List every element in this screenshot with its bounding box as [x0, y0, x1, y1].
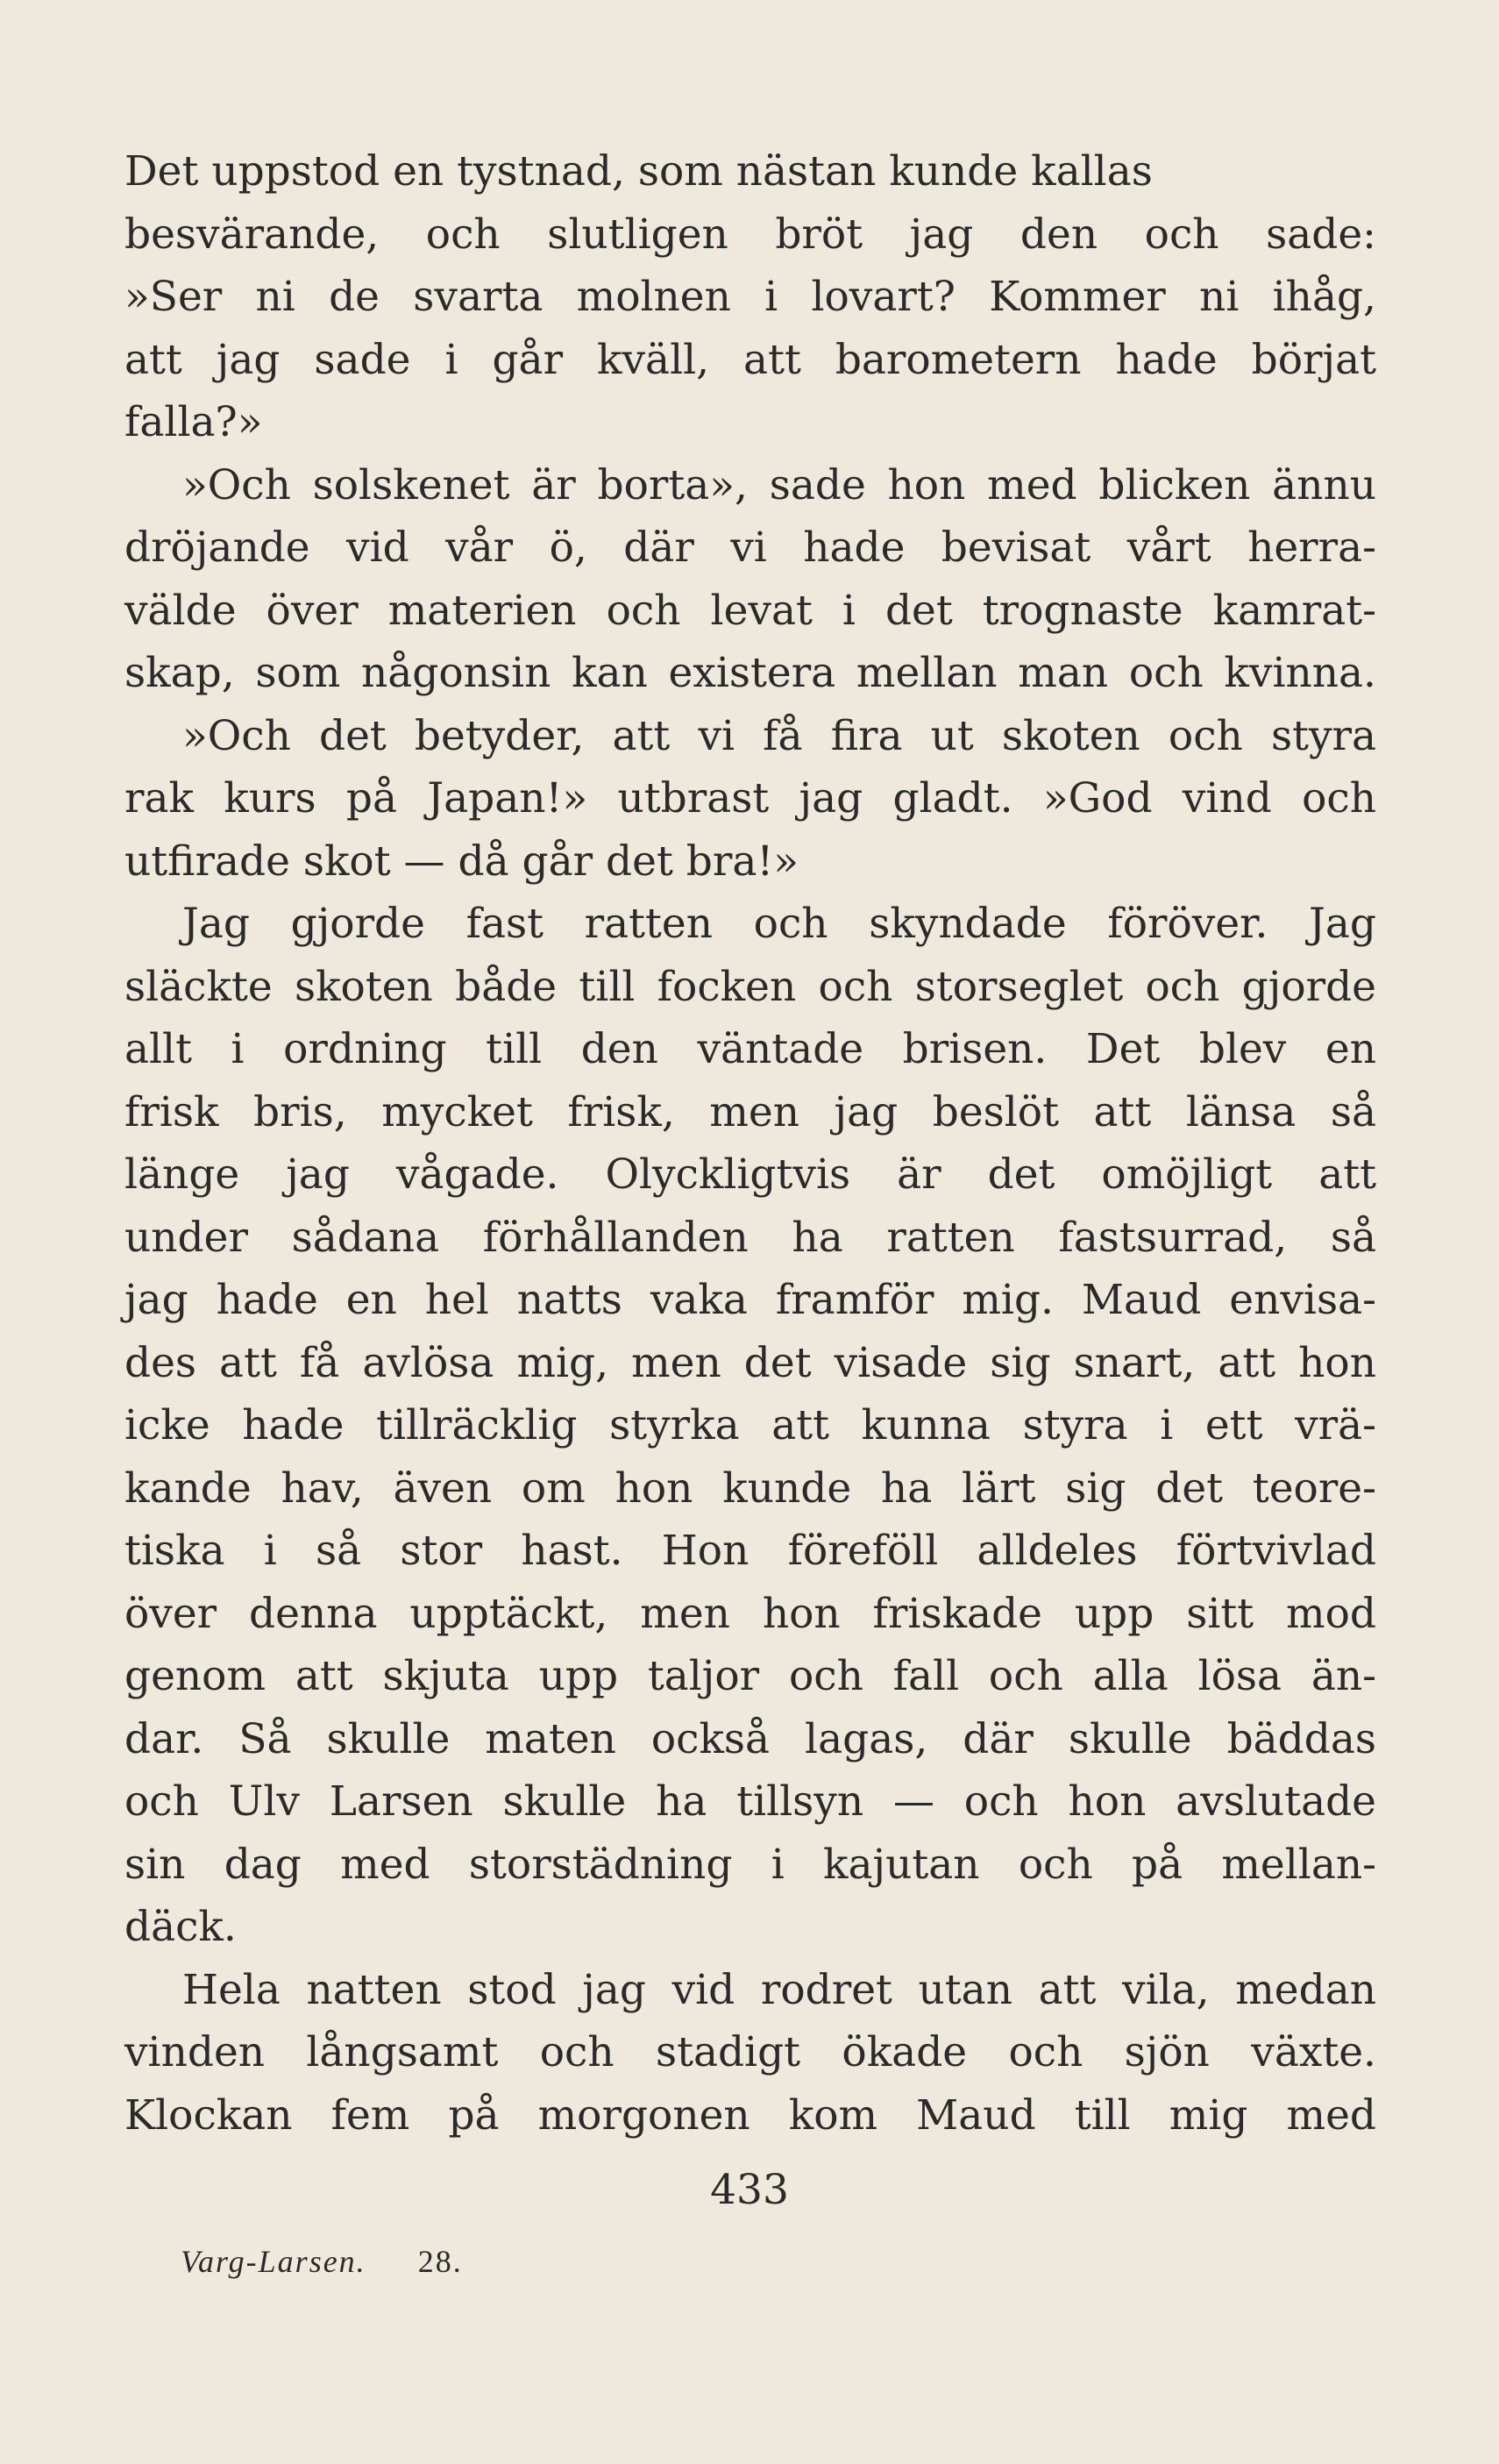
text-line: att jag sade i går kväll, att barometern hade börjat — [124, 335, 1376, 384]
text-line: skap, som någonsin kan existera mellan man och kvinna. — [124, 649, 1376, 697]
text-line: däck. — [124, 1903, 237, 1951]
text-line: utfirade skot — då går det bra!» — [124, 837, 799, 886]
text-line: des att få avlösa mig, men det visade sig snart, att hon — [124, 1338, 1376, 1387]
text-line: »Och solskenet är borta», sade hon med blicken ännu — [182, 460, 1376, 509]
text-line: dröjande vid vår ö, där vi hade bevisat vårt herra- — [124, 523, 1376, 572]
text-line: besvärande, och slutligen bröt jag den och sade: — [124, 210, 1376, 259]
text-line: dar. Så skulle maten också lagas, där skulle bäddas — [124, 1714, 1376, 1763]
text-line: jag hade en hel natts vaka framför mig. Maud envisa- — [124, 1276, 1376, 1324]
text-line: falla?» — [124, 398, 263, 446]
text-line: länge jag vågade. Olyckligtvis är det omöjligt att — [124, 1150, 1376, 1199]
text-line: Klockan fem på morgonen kom Maud till mig med — [124, 2090, 1376, 2140]
text-line: allt i ordning till den väntade brisen. Det blev en — [124, 1025, 1376, 1073]
text-line: icke hade tillräcklig styrka att kunna styra i ett vrä- — [124, 1401, 1376, 1449]
text-line: tiska i så stor hast. Hon föreföll alldeles förtvivlad — [124, 1527, 1376, 1575]
text-line: sin dag med storstädning i kajutan och på mellan- — [124, 1840, 1376, 1889]
text-line: Hela natten stod jag vid rodret utan att vila, medan — [182, 1965, 1376, 2014]
signature-number: 28. — [417, 2244, 463, 2279]
page-number: 433 — [710, 2166, 789, 2214]
signature-title: Varg-Larsen. — [181, 2244, 366, 2279]
text-line: släckte skoten både till focken och storseglet och gjorde — [124, 962, 1376, 1011]
text-line: under sådana förhållanden ha ratten fastsurrad, så — [124, 1213, 1376, 1262]
text-line: genom att skjuta upp taljor och fall och alla lösa än- — [124, 1652, 1376, 1700]
text-line: »Ser ni de svarta molnen i lovart? Kommer ni ihåg, — [124, 273, 1376, 321]
text-line: Det uppstod en tystnad, som nästan kunde kallas — [124, 147, 1153, 196]
text-line: frisk bris, mycket frisk, men jag beslöt att länsa så — [124, 1087, 1376, 1136]
text-line: kande hav, även om hon kunde ha lärt sig det teore- — [124, 1463, 1376, 1513]
text-line: rak kurs på Japan!» utbrast jag gladt. »God vind och — [124, 774, 1376, 823]
text-line: över denna upptäckt, men hon friskade upp sitt mod — [124, 1589, 1376, 1638]
text-line: välde över materien och levat i det trognaste kamrat- — [124, 586, 1376, 635]
body-text — [124, 140, 1376, 2147]
printer-signature — [181, 2243, 463, 2280]
text-line: vinden långsamt och stadigt ökade och sjön växte. — [124, 2028, 1376, 2076]
text-line: och Ulv Larsen skulle ha tillsyn — och hon avslutade — [124, 1777, 1376, 1826]
text-line: Jag gjorde fast ratten och skyndade föröver. Jag — [182, 900, 1376, 948]
text-line: »Och det betyder, att vi få fira ut skoten och styra — [182, 711, 1376, 760]
